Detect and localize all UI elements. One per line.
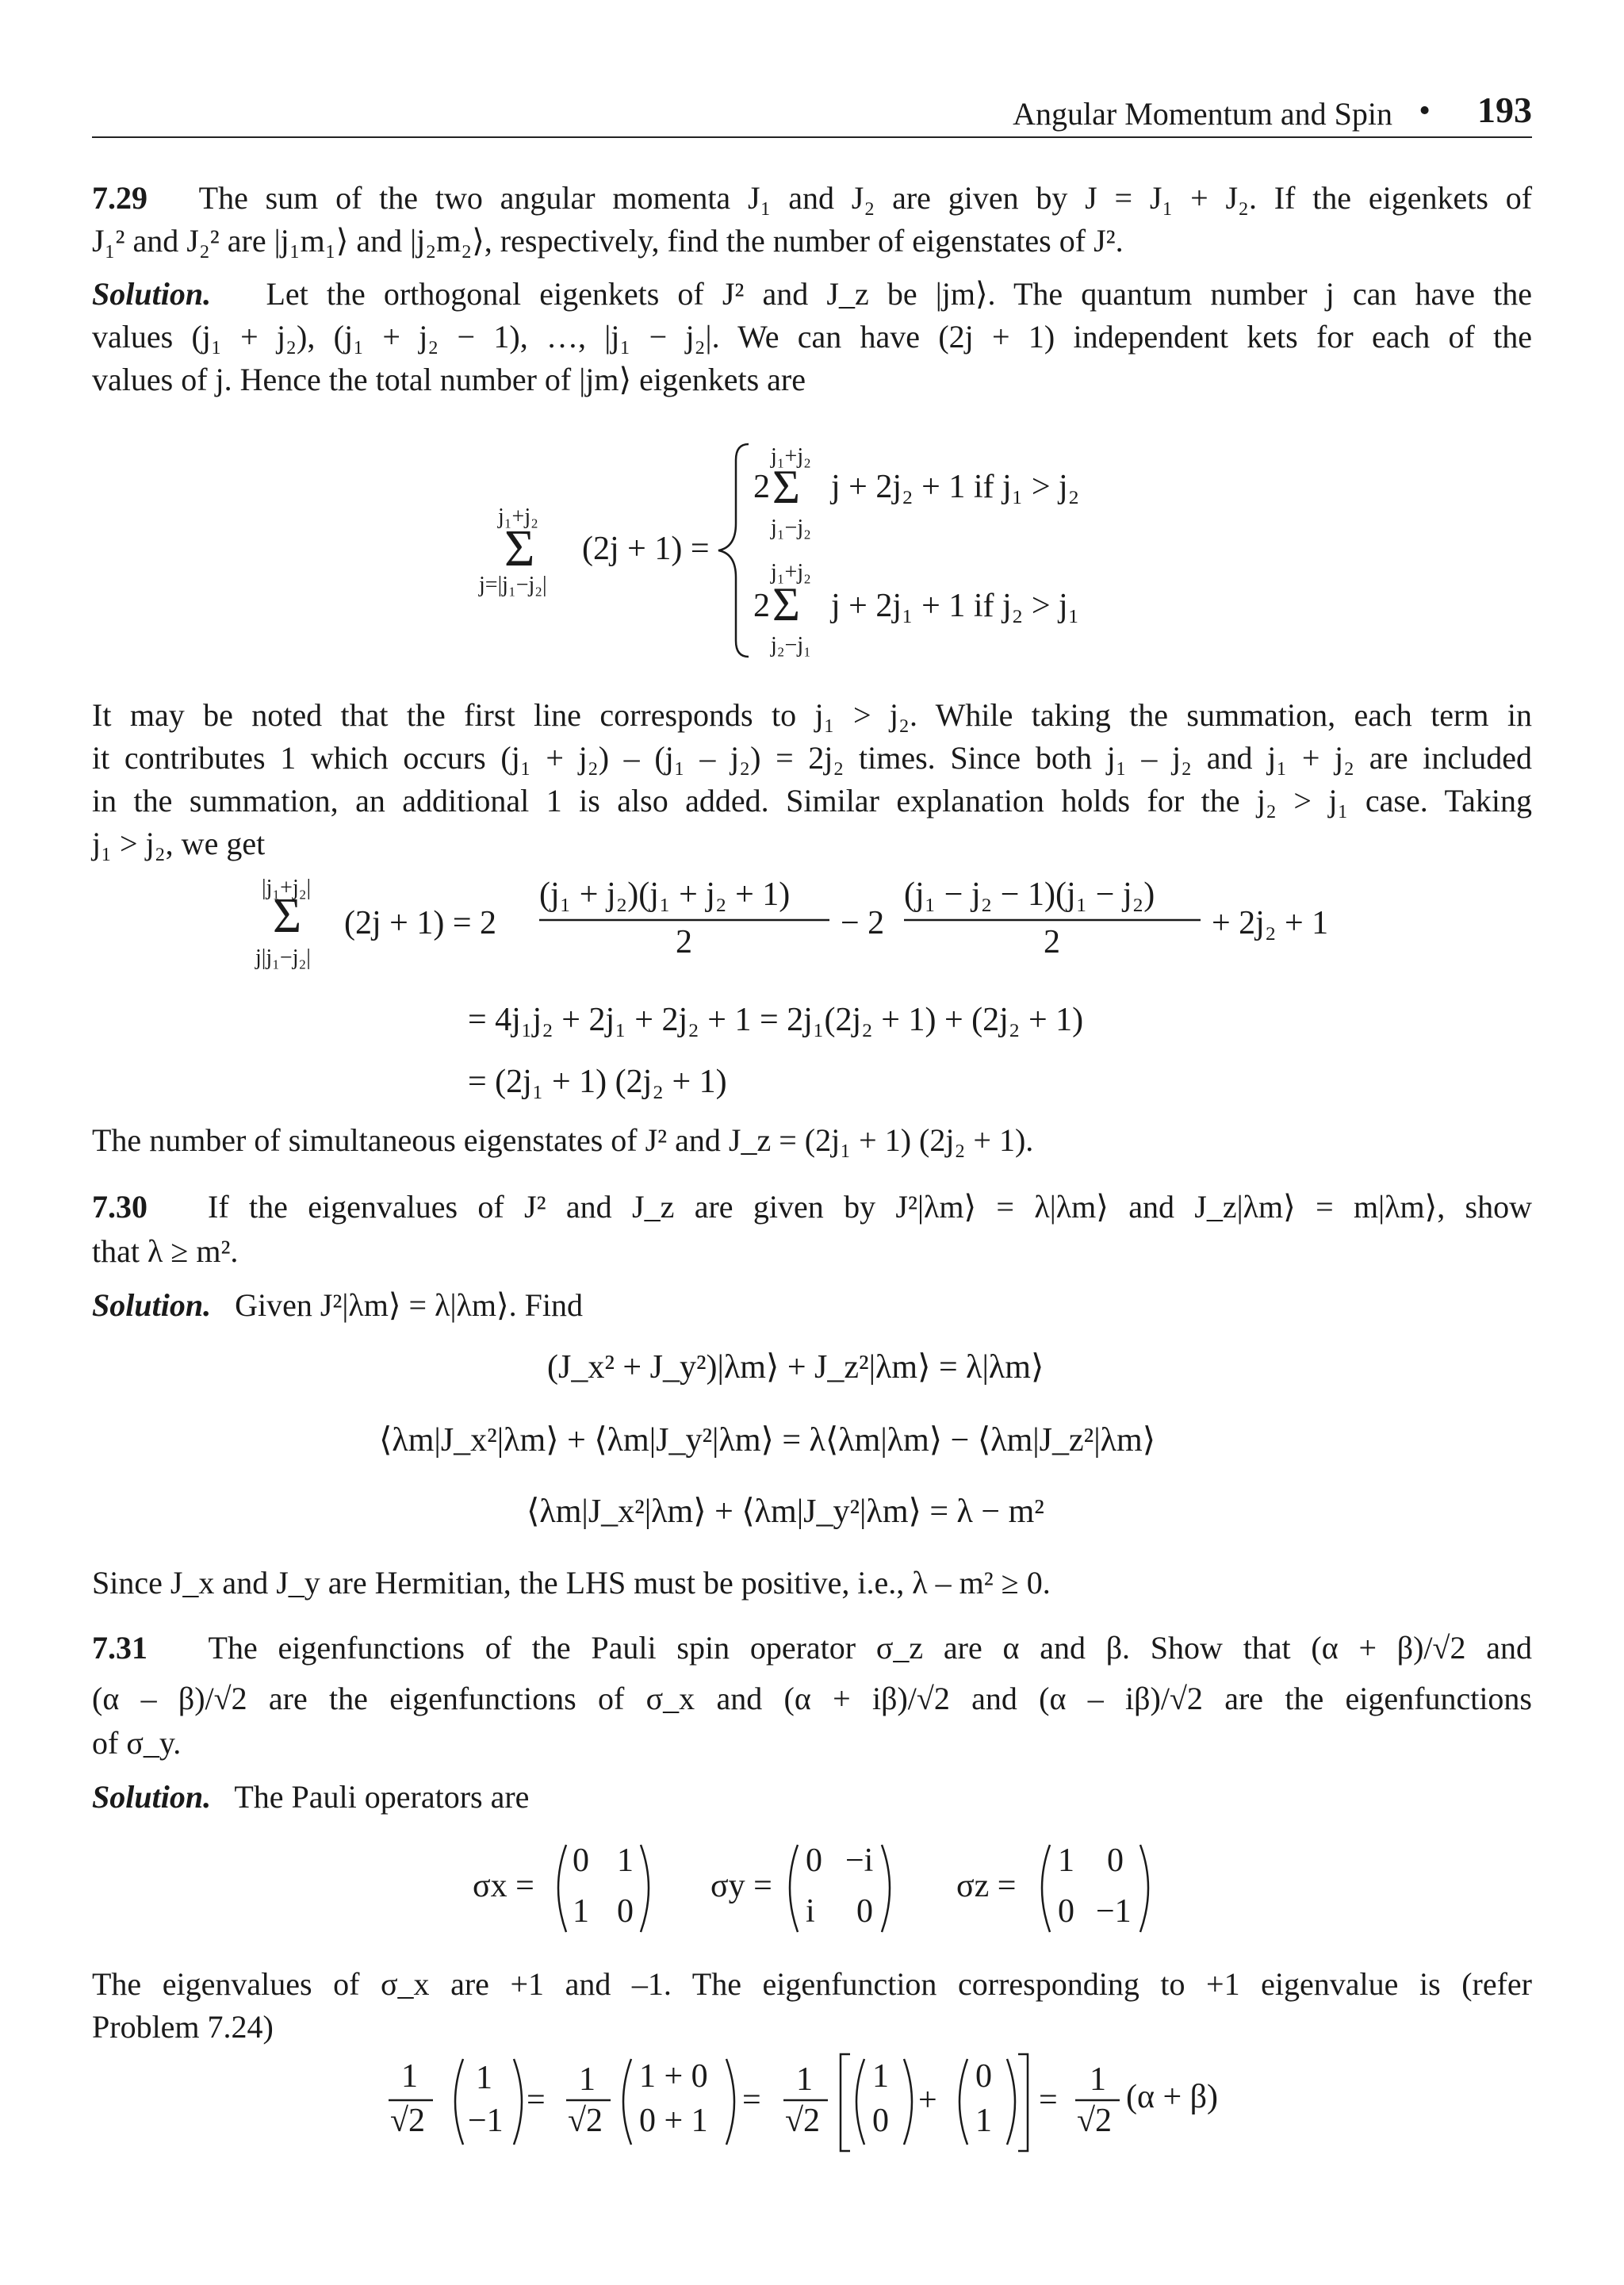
eq1-sum-upper: j₁+j₂ <box>498 504 538 529</box>
eq1-case1-coef: 2 <box>753 469 770 505</box>
eq1-case1-upper: j₁+j₂ <box>771 444 811 469</box>
sigma-x-m12: 1 <box>617 1842 634 1879</box>
sigma-y-label: σy = <box>710 1868 772 1904</box>
header-bullet: • <box>1419 93 1431 129</box>
sigma-y-m21: i <box>806 1893 815 1930</box>
problem-731-line-2: (α – β)/√2 are the eigenfunctions of σ_x and (α + iβ)/√2 and (α – iβ)/√2 are the eigenfunctions <box>92 1681 1532 1716</box>
final-v3b-rparen <box>1007 2059 1015 2145</box>
final-result: (α + β) <box>1126 2079 1219 2115</box>
paragraph-729-after-4: j₁ > j₂, we get <box>92 826 266 861</box>
sigma-z-m12: 0 <box>1107 1842 1124 1879</box>
final-v3a-lparen <box>856 2059 864 2145</box>
problem-text: The sum of the two angular momenta J₁ and J₂ are given by J = J₁ + J₂. If the eigenkets of <box>198 180 1533 216</box>
final-frac1-one: 1 <box>401 2058 418 2095</box>
solution-729-line-3: values of j. Hence the total number of |jm⟩ eigenkets are <box>92 362 806 397</box>
problem-number: 7.29 <box>92 180 147 216</box>
sigma-y-m12: −i <box>845 1842 874 1879</box>
final-frac3-sqrt: √2 <box>785 2103 821 2139</box>
eq2-sum-lower: j|j₁−j₂| <box>255 945 311 970</box>
eq2-tail: + 2j₂ + 1 <box>1212 905 1329 941</box>
sigma-y-m11: 0 <box>806 1842 822 1879</box>
final-eq-sign-2: = <box>742 2082 761 2118</box>
eq2-frac1-num: (j₁ + j₂)(j₁ + j₂ + 1) <box>539 876 791 913</box>
problem-text: The eigenfunctions of the Pauli spin operator σ_z are α and β. Show that (α + β)/√2 and <box>208 1630 1533 1666</box>
paragraph-731-after-1: The eigenvalues of σ_x are +1 and –1. The eigenfunction corresponding to +1 eigenvalue is (refer <box>92 1966 1532 2002</box>
problem-730-line-2: that λ ≥ m². <box>92 1233 239 1269</box>
sigma-y-rparen <box>882 1845 890 1932</box>
sigma-y-m22: 0 <box>856 1893 873 1930</box>
eq2-line-2: = 4j₁j₂ + 2j₁ + 2j₂ + 1 = 2j₁(2j₂ + 1) + (2j₂ + 1) <box>468 1002 1084 1038</box>
final-v2-rparen <box>726 2059 734 2145</box>
final-frac2-one: 1 <box>579 2061 596 2098</box>
eq1-case1-body: j + 2j₂ + 1 if j₁ > j₂ <box>831 469 1080 505</box>
final-v3a-bottom: 0 <box>872 2103 889 2139</box>
final-frac1-sqrt: √2 <box>390 2103 426 2139</box>
sigma-x-lparen <box>558 1845 566 1932</box>
eq2-lhs: (2j + 1) = 2 <box>344 905 497 941</box>
sigma-x-label: σx = <box>473 1868 534 1904</box>
final-frac2-sqrt: √2 <box>568 2103 603 2139</box>
paragraph-729-after-2: it contributes 1 which occurs (j₁ + j₂) – (j₁ – j₂) = 2j₂ times. Since both j₁ – j₂ and j₁ + j₂ are included <box>92 740 1532 776</box>
final-v1-top: 1 <box>476 2060 492 2096</box>
sigma-z-label: σz = <box>956 1868 1017 1904</box>
page-number: 193 <box>1477 90 1532 130</box>
solution-label: Solution. <box>92 1287 212 1323</box>
sigma-x-m21: 1 <box>573 1893 589 1930</box>
final-v2-lparen <box>623 2059 631 2145</box>
cases-brace <box>718 444 749 657</box>
sigma-y-lparen <box>790 1845 798 1932</box>
sigma-x-m11: 0 <box>573 1842 589 1879</box>
problem-729-line-2: J₁² and J₂² are |j₁m₁⟩ and |j₂m₂⟩, respectively, find the number of eigenstates of J². <box>92 223 1124 259</box>
final-rbracket <box>1018 2054 1028 2151</box>
eq2-sigma: Σ <box>273 889 302 943</box>
paragraph-731-after-2: Problem 7.24) <box>92 2009 274 2045</box>
final-v2-top: 1 + 0 <box>639 2058 708 2095</box>
final-v3b-top: 0 <box>975 2058 992 2095</box>
eq1-case2-coef: 2 <box>753 588 770 624</box>
eq2-frac2-num: (j₁ − j₂ − 1)(j₁ − j₂) <box>904 876 1155 913</box>
eq2-frac2-den: 2 <box>1044 924 1060 960</box>
solution-729-line-2: values (j₁ + j₂), (j₁ + j₂ − 1), …, |j₁ − j₂|. We can have (2j + 1) independent kets for each of the <box>92 319 1532 355</box>
final-v3b-bottom: 1 <box>975 2103 992 2139</box>
eq1-sum-lower: j=|j₁−j₂| <box>479 573 547 597</box>
eq1-case1-lower: j₁−j₂ <box>771 516 811 540</box>
eq1-case2-body: j + 2j₁ + 1 if j₂ > j₁ <box>831 588 1080 624</box>
eq1-sigma: Σ <box>504 519 535 577</box>
problem-731-line-3: of σ_y. <box>92 1725 182 1761</box>
solution-text: The Pauli operators are <box>234 1779 530 1815</box>
solution-text: Given J²|λm⟩ = λ|λm⟩. Find <box>235 1287 583 1323</box>
final-v3b-lparen <box>959 2059 967 2145</box>
paragraph-729-after-1: It may be noted that the first line corresponds to j₁ > j₂. While taking the summation, each term in <box>92 697 1532 733</box>
conclusion-729: The number of simultaneous eigenstates of J² and J_z = (2j₁ + 1) (2j₂ + 1). <box>92 1122 1034 1158</box>
solution-label: Solution. <box>92 1779 212 1815</box>
sigma-z-rparen <box>1140 1845 1148 1932</box>
problem-number: 7.31 <box>92 1630 147 1666</box>
eq1-case1-sigma: Σ <box>772 461 800 513</box>
eq2-line-3: = (2j₁ + 1) (2j₂ + 1) <box>468 1064 727 1100</box>
final-eq-sign-3: = <box>1039 2082 1058 2118</box>
sigma-z-m22: −1 <box>1096 1893 1132 1930</box>
final-eq-sign-1: = <box>527 2082 546 2118</box>
problem-text: If the eigenvalues of J² and J_z are given by J²|λm⟩ = λ|λm⟩ and J_z|λm⟩ = m|λm⟩, show <box>208 1189 1532 1225</box>
eq2-sum-upper: |j₁+j₂| <box>262 876 312 900</box>
sigma-z-m11: 1 <box>1058 1842 1074 1879</box>
eq1-lhs: (2j + 1) = <box>582 531 710 567</box>
final-v1-lparen <box>455 2059 463 2145</box>
eq-730-2: ⟨λm|J_x²|λm⟩ + ⟨λm|J_y²|λm⟩ = λ⟨λm|λm⟩ − ⟨λm|J_z²|λm⟩ <box>379 1422 1156 1459</box>
final-frac4-one: 1 <box>1090 2061 1106 2098</box>
final-lbracket <box>841 2054 850 2151</box>
running-head-title: Angular Momentum and Spin <box>1013 96 1392 132</box>
sigma-x-m22: 0 <box>617 1893 634 1930</box>
problem-number: 7.30 <box>92 1189 147 1225</box>
eq-730-1: (J_x² + J_y²)|λm⟩ + J_z²|λm⟩ = λ|λm⟩ <box>547 1349 1044 1386</box>
final-v2-bottom: 0 + 1 <box>639 2103 708 2139</box>
final-plus: + <box>918 2082 937 2118</box>
final-frac3-one: 1 <box>796 2061 813 2098</box>
sigma-z-m21: 0 <box>1058 1893 1074 1930</box>
eq1-case2-lower: j₂−j₁ <box>771 633 811 658</box>
paragraph-729-after-3: in the summation, an additional 1 is also added. Similar explanation holds for the j₂ > j₁ case. Taking <box>92 783 1532 819</box>
eq1-case2-sigma: Σ <box>772 578 800 631</box>
eq-730-3: ⟨λm|J_x²|λm⟩ + ⟨λm|J_y²|λm⟩ = λ − m² <box>527 1493 1044 1530</box>
sigma-z-lparen <box>1042 1845 1050 1932</box>
conclusion-730: Since J_x and J_y are Hermitian, the LHS must be positive, i.e., λ – m² ≥ 0. <box>92 1565 1051 1601</box>
final-v1-bottom: −1 <box>468 2103 504 2139</box>
final-v3a-top: 1 <box>872 2058 889 2095</box>
solution-label: Solution. <box>92 276 212 312</box>
final-v1-rparen <box>514 2059 522 2145</box>
final-v3a-rparen <box>904 2059 912 2145</box>
solution-text: Let the orthogonal eigenkets of J² and J_z be |jm⟩. The quantum number j can have the <box>266 276 1533 312</box>
final-frac4-sqrt: √2 <box>1077 2103 1113 2139</box>
eq2-minus-two: − 2 <box>841 905 885 941</box>
sigma-x-rparen <box>641 1845 649 1932</box>
eq2-frac1-den: 2 <box>676 924 692 960</box>
eq1-case2-upper: j₁+j₂ <box>771 560 811 585</box>
